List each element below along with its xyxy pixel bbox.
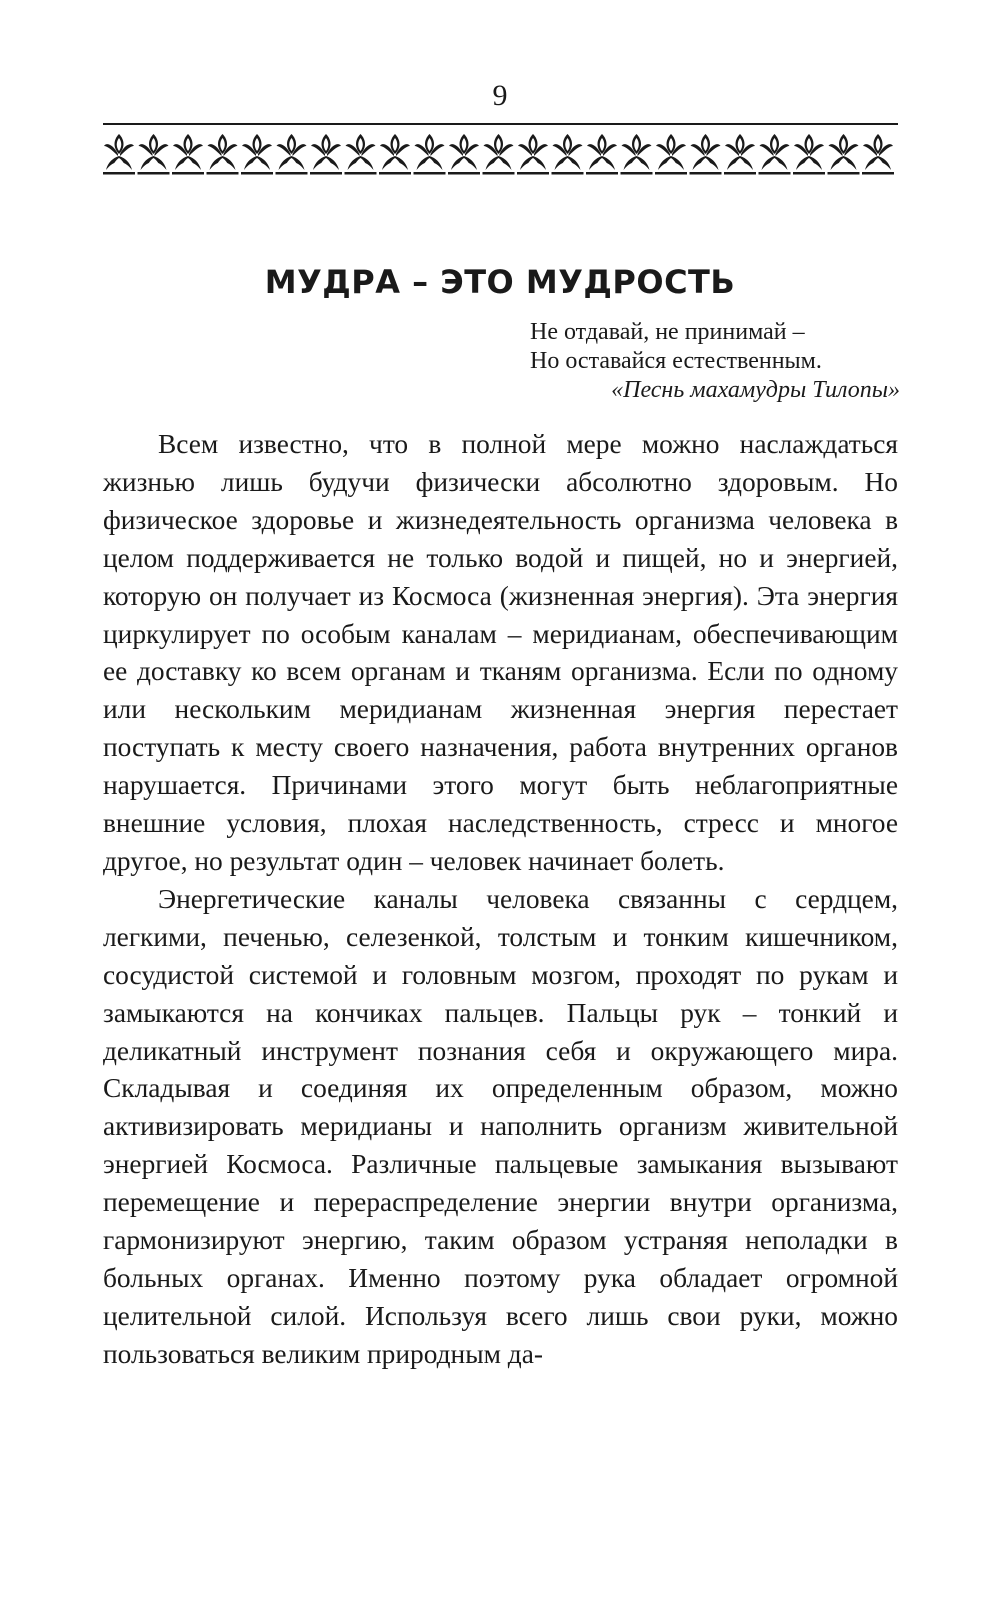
- body-text: [103, 426, 898, 1374]
- floral-motif: [552, 134, 584, 175]
- chapter-title: МУДРА – ЭТО МУДРОСТЬ: [264, 263, 736, 301]
- floral-motif: [207, 134, 239, 175]
- epigraph-line: Не отдавай, не принимай –: [530, 319, 805, 345]
- floral-motif: [586, 134, 618, 175]
- floral-motif: [621, 134, 653, 175]
- floral-ornament-border: [103, 132, 898, 176]
- floral-motif: [172, 134, 204, 175]
- paragraph: Энергетические каналы человека связанны с сердцем, легкими, печенью, селезенкой, толстым и тонким кишечником, сосудистой системой и головным мозгом, проходят по рукам и замыкаются на кончиках пальцев. Пальцы рук – тонкий и деликатный инструмент познания себя и окружающего мира. Складывая и соединяя их определенным образом, можно активизировать меридианы и наполнить организм живительной энергией Космоса. Различные пальцевые замыкания вызывают перемещение и перераспределение энергии внутри организма, гармонизируют энергию, таким образом устраняя неполадки в больных органах. Именно поэтому рука обладает огромной целительной силой. Используя всего лишь свои руки, можно пользоваться великим природным да-: [103, 883, 898, 1369]
- paragraph: Всем известно, что в полной мере можно наслаждаться жизнью лишь будучи физически абсолютно здоровым. Но физическое здоровье и жизнедеятельность организма человека в целом поддерживается не только водой и пищей, но и энергией, которую он получает из Космоса (жизненная энергия). Эта энергия циркулирует по особым каналам – меридианам, обеспечивающим ее доставку ко всем органам и тканям организма. Если по одному или нескольким меридианам жизненная энергия перестает поступать к месту своего назначения, работа внутренних органов нарушается. Причинами этого могут быть неблагоприятные внешние условия, плохая наследственность, стресс и многое другое, но результат один – человек начинает болеть.: [103, 429, 898, 876]
- floral-motif: [828, 134, 860, 175]
- floral-motif: [724, 134, 756, 175]
- floral-motif: [276, 134, 308, 175]
- epigraph: [530, 318, 900, 405]
- floral-motif: [655, 134, 687, 175]
- floral-motif: [138, 134, 170, 175]
- floral-motif: [379, 134, 411, 175]
- epigraph-source: «Песнь махамудры Тилопы»: [611, 377, 900, 403]
- floral-motif: [759, 134, 791, 175]
- floral-motif: [241, 134, 273, 175]
- floral-motif: [345, 134, 377, 175]
- epigraph-line: Но оставайся естественным.: [530, 348, 822, 374]
- floral-motif: [690, 134, 722, 175]
- header-rule: [103, 123, 898, 125]
- floral-motif: [862, 134, 894, 175]
- floral-motif: [517, 134, 549, 175]
- floral-motif: [448, 134, 480, 175]
- floral-motif: [310, 134, 342, 175]
- floral-motif: [483, 134, 515, 175]
- floral-motif: [103, 134, 135, 175]
- page-number: 9: [492, 79, 508, 112]
- floral-motif: [793, 134, 825, 175]
- floral-motif: [414, 134, 446, 175]
